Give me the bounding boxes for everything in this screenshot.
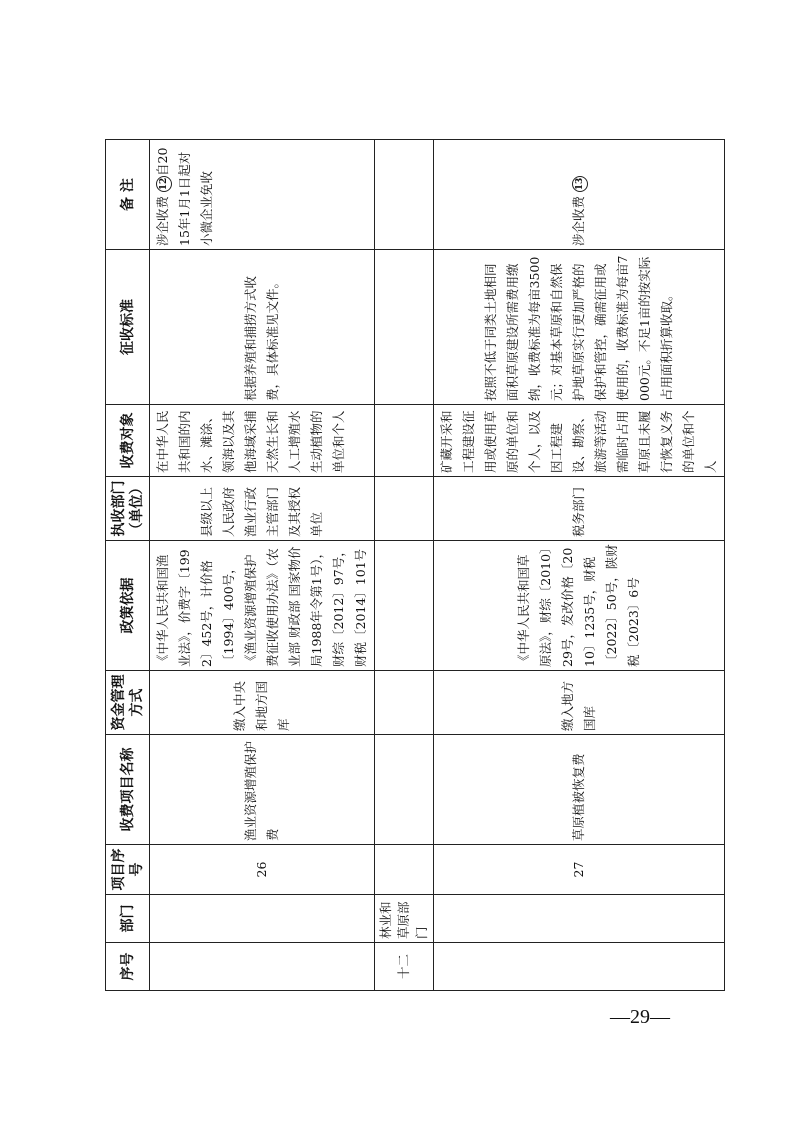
row27-seq xyxy=(434,943,725,991)
section12-seq: 十二 xyxy=(375,943,434,991)
rotated-table-inner xyxy=(105,140,718,991)
header-dept: 部门 xyxy=(106,895,150,943)
row27-dept xyxy=(434,895,725,943)
section12-dept: 林业和草原部门 xyxy=(375,895,434,943)
header-remark: 备 注 xyxy=(106,140,150,250)
remark-badge-icon: 12 xyxy=(156,176,172,192)
header-payer: 收费对象 xyxy=(106,405,150,477)
header-fund-mgmt: 资金管理方式 xyxy=(106,671,150,735)
row26-payer: 在中华人民共和国的内水、滩涂、领海以及其他海域采捕天然生长和人工增殖水生动植物的单位和个人 xyxy=(150,405,375,477)
row26-remark-suffix: 自2015年1月1日起对小微企业免收 xyxy=(155,147,214,246)
fee-table xyxy=(105,139,725,991)
section12-empty-7 xyxy=(375,477,434,541)
rotated-table-wrapper xyxy=(105,140,718,991)
row26-dept xyxy=(150,895,375,943)
section12-empty-10 xyxy=(375,140,434,250)
row27-remark-prefix: 涉企收费 xyxy=(571,195,586,246)
header-item-name: 收费项目名称 xyxy=(106,735,150,845)
table-row-26 xyxy=(150,140,375,991)
section12-empty-3 xyxy=(375,845,434,895)
row26-seq xyxy=(150,943,375,991)
header-policy: 政策依据 xyxy=(106,541,150,671)
header-agency: 执收部门（单位） xyxy=(106,477,150,541)
row26-agency: 县级以上人民政府渔业行政主管部门及其授权单位 xyxy=(150,477,375,541)
row26-item-name: 渔业资源增殖保护费 xyxy=(150,735,375,845)
table-row-27 xyxy=(434,140,725,991)
row27-policy: 《中华人民共和国草原法》，财综〔2010〕29号，发改价格〔2010〕1235号，财税〔2022〕50号，陕财税〔2023〕6号 xyxy=(434,541,725,671)
row26-policy: 《中华人民共和国渔业法》，价费字〔1992〕452号，计价格〔1994〕400号，《渔业资源增殖保护费征收使用办法》（农业部 财政部 国家物价局1988年令第1号），财综〔2012〕97号，财税〔2014〕101号 xyxy=(150,541,375,671)
row27-payer: 矿藏开采和工程建设征用或使用草原的单位和个人，以及因工程建设、勘察、旅游等活动需临时占用草原且未履行恢复义务的单位和个人 xyxy=(434,405,725,477)
row26-remark-prefix: 涉企收费 xyxy=(155,195,170,246)
section12-empty-9 xyxy=(375,250,434,405)
row27-fund-mgmt: 缴入地方国库 xyxy=(434,671,725,735)
row26-standard: 根据养殖和捕捞方式收费，具体标准见文件。 xyxy=(150,250,375,405)
section12-empty-5 xyxy=(375,671,434,735)
section12-empty-4 xyxy=(375,735,434,845)
row27-standard: 按照不低于同类土地相同面积草原建设所需费用缴纳，收费标准为每亩3500元；对基本草原和自然保护地草原实行更加严格的保护和管控，确需征用或使用的，收费标准为每亩7000元。不足1亩的按实际占用面积折算收取。 xyxy=(434,250,725,405)
header-item-seq: 项目序号 xyxy=(106,845,150,895)
row27-agency: 税务部门 xyxy=(434,477,725,541)
header-standard: 征收标准 xyxy=(106,250,150,405)
remark-badge-icon: 13 xyxy=(572,176,588,192)
row26-item-seq: 26 xyxy=(150,845,375,895)
page-number: —29— xyxy=(610,1006,670,1028)
section-row-12 xyxy=(375,140,434,991)
row27-remark xyxy=(434,140,725,250)
header-row xyxy=(106,140,150,991)
row26-remark xyxy=(150,140,375,250)
row27-item-name: 草原植被恢复费 xyxy=(434,735,725,845)
row26-fund-mgmt: 缴入中央和地方国库 xyxy=(150,671,375,735)
section12-empty-8 xyxy=(375,405,434,477)
header-seq: 序号 xyxy=(106,943,150,991)
section12-empty-6 xyxy=(375,541,434,671)
row27-item-seq: 27 xyxy=(434,845,725,895)
